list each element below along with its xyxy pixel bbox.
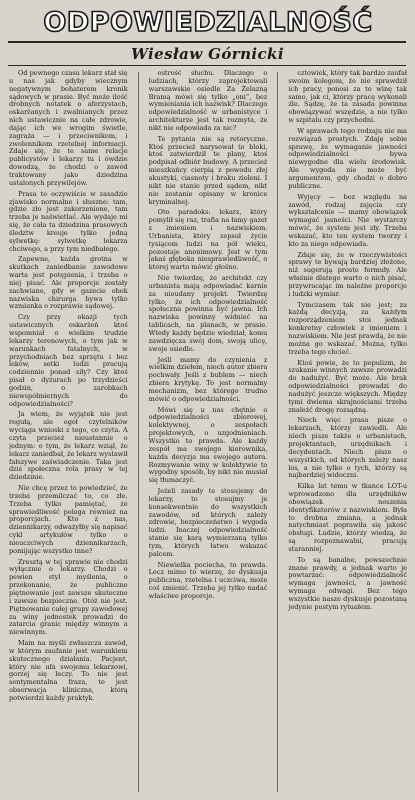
article-title: ODPOWIEDZIALNOŚĆ (43, 6, 373, 38)
paragraph: Wyjęcy — bez względu na zawód, rodzaj zajęcia czy wykształcenie — mamy obowiązek wymagać jasności. Nie wystarczy mówić, że system jest zły. Trzeba wskazać, kto ten system tworzy i kto za niego odpowiada. (288, 192, 408, 248)
paragraph: Czy przy okazji tych ustawicznych oskarżeń ktoś wspomniał o wielkim trudzie lekarzy terenowych, o tym jak w warunkach fatalnych, w przychodniach bez sprzętu i bez leków, setki ludzi pracują codziennie ponad siły? Czy ktoś pisał o dyżurach po trzydzieści godzin, o zarobkach niewspółmiernych do odpowiedzialności? (9, 313, 128, 408)
paragraph: Niewielka pociecha, to prawda. Lecz mimo to wierzę, że dyskusja publiczna, rzetelna i uczciwa, może coś zmienić. Trzeba jej tylko nadać właściwe proporcje. (148, 560, 268, 600)
column-1 (9, 70, 128, 794)
paragraph: Te pytania nie są retoryczne. Ktoś przecież narysował te bloki, ktoś zatwierdził te plany, ktoś podpisał odbiór budowy. A przecież mieszkańcy cierpią z powodu złej akustyki, ciasnoty i braku zieleni. I nikt nie stanie przed sądem, nikt nie zostanie opisany w kronice kryminalnej. (148, 134, 268, 206)
paragraph: Zresztą w tej sprawie nie chodzi wyłącznie o lekarzy. Chodzi o pewien styl myślenia, o przekonanie, że publiczne piętnowanie jest zawsze skuteczne i zawsze bezpieczne. Otóż nie jest. Piętnowanie całej grupy zawodowej za winy jednostek prowadzi do zatarcia granic między winnym a niewinnym. (9, 557, 128, 637)
article-body (9, 70, 407, 794)
paragraph: ostrość słuchu. Dlaczego o ludziach, którzy zaprojektowali warszawskie osiedle Za Żelazną Bramą mówi się tylko „oni”, bez wymieniania ich nazwisk? Dlaczego odpowiedzialność w urbanistyce i architekturze jest tak rozmyta, że nikt nie odpowiada za nic? (148, 70, 268, 132)
paragraph: Ja wiem, że wyjątek nie jest regułą, ale ogół czytelników wyciąga wnioski z tego, co czyta. A czyta przecież nieustannie o jednym: o tym, że lekarz wziął, że lekarz zaniedbał, że lekarz wystawił fałszywe zaświadczenie. Taka jest dziś społeczna rola prasy w tej dziedzinie. (9, 410, 128, 482)
paragraph: Niech więc prasa pisze o lekarzach, którzy zawiedli. Ale niech pisze także o urbanistach, projektantach, urzędnikach i decydentach. Niech pisze o wszystkich, od których zależy nasz los, a nie tylko o tych, którzy są najbardziej widoczni. (288, 416, 408, 480)
paragraph: Zapewne, każda grotna w skutkach zaniedbanie zawodowe warta jest potępienia, i trzeba o niej pisać. Ale proporcje zostały zachwiane, gdy w gazecie obok nazwiska chirurga bywa tylko wzmianka o rozprawie sądowej. (9, 255, 128, 311)
column-2 (149, 70, 268, 794)
paragraph: Mówi się u nas chętnie o odpowiedzialności zbiorowej, kolektywnej, o zespołach projektowych, o uzgodnieniach. Wszystko to prawda. Ale każdy zespół ma swojego kierownika, każda decyzja ma swojego autora. Rozmywanie winy w kolektywie to wygodny sposób, by nikt nie musiał się tłumaczyć. (148, 405, 268, 485)
author-byline: Wiesław Górnicki (131, 45, 284, 63)
paragraph: cztowiek, który tak bardzo zaufał swoim kolegom, że nie sprawdził ich pracy, ponosi za to winę tak samo, jak ci, którzy pracę wykonali źle. Sądzę, że ta zasada powinna obowiązywać wszędzie, a nie tylko w szpitalu czy przychodni. (288, 70, 408, 125)
title-rule (8, 41, 406, 43)
paragraph: Oto paradoks: lekarz, który pomylił się raz, trafia na łamy gazet z imieniem i nazwiskiem. Urbanista, który zepsuł życie tysiącom ludzi na pół wieku, pozostaje anonimowy. Jest w tym jakaś głęboka niesprawiedliwość, o której warto mówić głośno. (148, 208, 268, 272)
column-divider (277, 72, 278, 792)
paragraph: Od pewnego czasu lekarz stał się u nas jak gdyby wiecznym negatywnym bohaterem kronik sądowych w prasie. Być może ilość drobnych notatek o aferzystach, oskarżanych i zwalnianych przez nich ustawicznie na całe zdrowie, dając ich we wrogim świetle, zagraża — i przeciwnikom, i zwolennikom rzetelnej informacji. Zdaje się, że te same relacje publicystów i lekarzy tu i ówdzie dowodzą, że chodzi o zawód traktowany jako dziedzina ustalonych przywilejów. (9, 70, 128, 187)
byline-rule (8, 65, 406, 66)
paragraph: Mam na myśli zwłaszcza zawód, w którym zaufanie jest warunkiem skutecznego działania. Pacjent, który nie ufa swojemu lekarzowi, gorzej się leczy. To nie jest sentymentalna fraza, to jest obserwacja kliniczna, którą potwierdzi każdy praktyk. (9, 639, 128, 702)
paragraph: Jeśli mamy do czynienia z wielkim dziełem, niech autor zbiera pochwały. Jeśli z bublem — niech zbiera krytykę. To jest normalny mechanizm, bez którego trudno mówić o odpowiedzialności. (148, 355, 268, 403)
paragraph: Kilka lat temu w tkance LOT-u wprowadzono dla urzędników obowiązek noszenia identyfikatorów z nazwiskiem. Była to drobna zmiana, a jednak natychmiast poprawiła się jakość obsługi. Ludzie, którzy wiedzą, że są rozpoznawalni, pracują staranniej. (288, 482, 408, 553)
masthead (10, 4, 406, 40)
paragraph: Tymczasem tak nie jest; za każdą decyzją, za każdym rozporządzeniem stoi jednak konkretny człowiek z imieniem i nazwiskiem. Nie jest prawdą, że nie można go wskazać. Można, tylko trzeba tego chcieć. (288, 300, 408, 356)
column-divider (138, 72, 139, 792)
paragraph: Nie chcę przez to powiedzieć, że trzeba przemilczać to, co złe. Trzeba tylko pamiętać, że sprawiedliwość polega również na proporcjach. Kto z nas, dziennikarzy, odważyłby się napisać cykl artykułów tylko o nieuczciwych dziennikarzach, pomijając wszystko inne? (9, 484, 128, 555)
paragraph: W sprawach tego rodzaju nie ma rozwiązań prostych. Zdaję sobie sprawę, że wymaganie jawności odpowiedzialności bywa niewygodne dla wielu środowisk. Ale wygoda nie może być argumentem, gdy chodzi o dobro publiczne. (288, 126, 408, 190)
paragraph: Nie twierdzę, że architekt czy urbanista mają odpowiadać karnie za nieudany projekt. Twierdzę tylko, że ich odpowiedzialność społeczna powinna być jawna. Ich nazwiska powinny widnieć na tablicach, na planach, w prasie. Wtedy każdy będzie wiedział, komu zawdzięcza swój dom, swoją ulicę, swoje osiedle. (148, 274, 268, 353)
column-3 (288, 70, 407, 794)
paragraph: To są banalne, powszechnie znane prawdy, a jednak warto je powtarzać: odpowiedzialność wymaga jawności, a jawność wymaga odwagi. Bez tego wszystkie nasze dyskusje pozostaną jedynie pustym rytuałem. (288, 555, 408, 611)
paragraph: Zdaje się, że w rzeczywistości sprawy te bywają bardziej złożone, niż sugerują proste formuły. Ale właśnie dlatego warto o nich pisać, przywracając im należne proporcje i ludzki wymiar. (288, 250, 408, 298)
paragraph: Jeżeli zasady te stosujemy do lekarzy, to stosujmy je konsekwentnie do wszystkich zawodów, od których zależy zdrowie, bezpieczeństwo i wygoda ludzi. Inaczej odpowiedzialność stanie się karą wymierzaną tylko tym, których łatwo wskazać palcem. (148, 487, 268, 558)
paragraph: Ktoś powie, że to populizm, że szukanie winnych zawsze prowadzi do nadużyć. Być może. Ale brak odpowiedzialności prowadzi do nadużyć jeszcze większych. Między tymi dwiema skrajnościami trzeba znaleźć drogę rozsądną. (288, 358, 408, 414)
paragraph: Prasa to oczywiście w zasadzie zjawisko normalne i słuszne: tam, gdzie zło jest zakorzenione, tam trzeba je naświetlać. Ale wydaje mi się, że cała ta dziedzina prasowych śledztw kreuje tylko jedną sylwetkę: sylwetkę lekarza chciwego, a przy tym niedbałego. (9, 189, 128, 253)
